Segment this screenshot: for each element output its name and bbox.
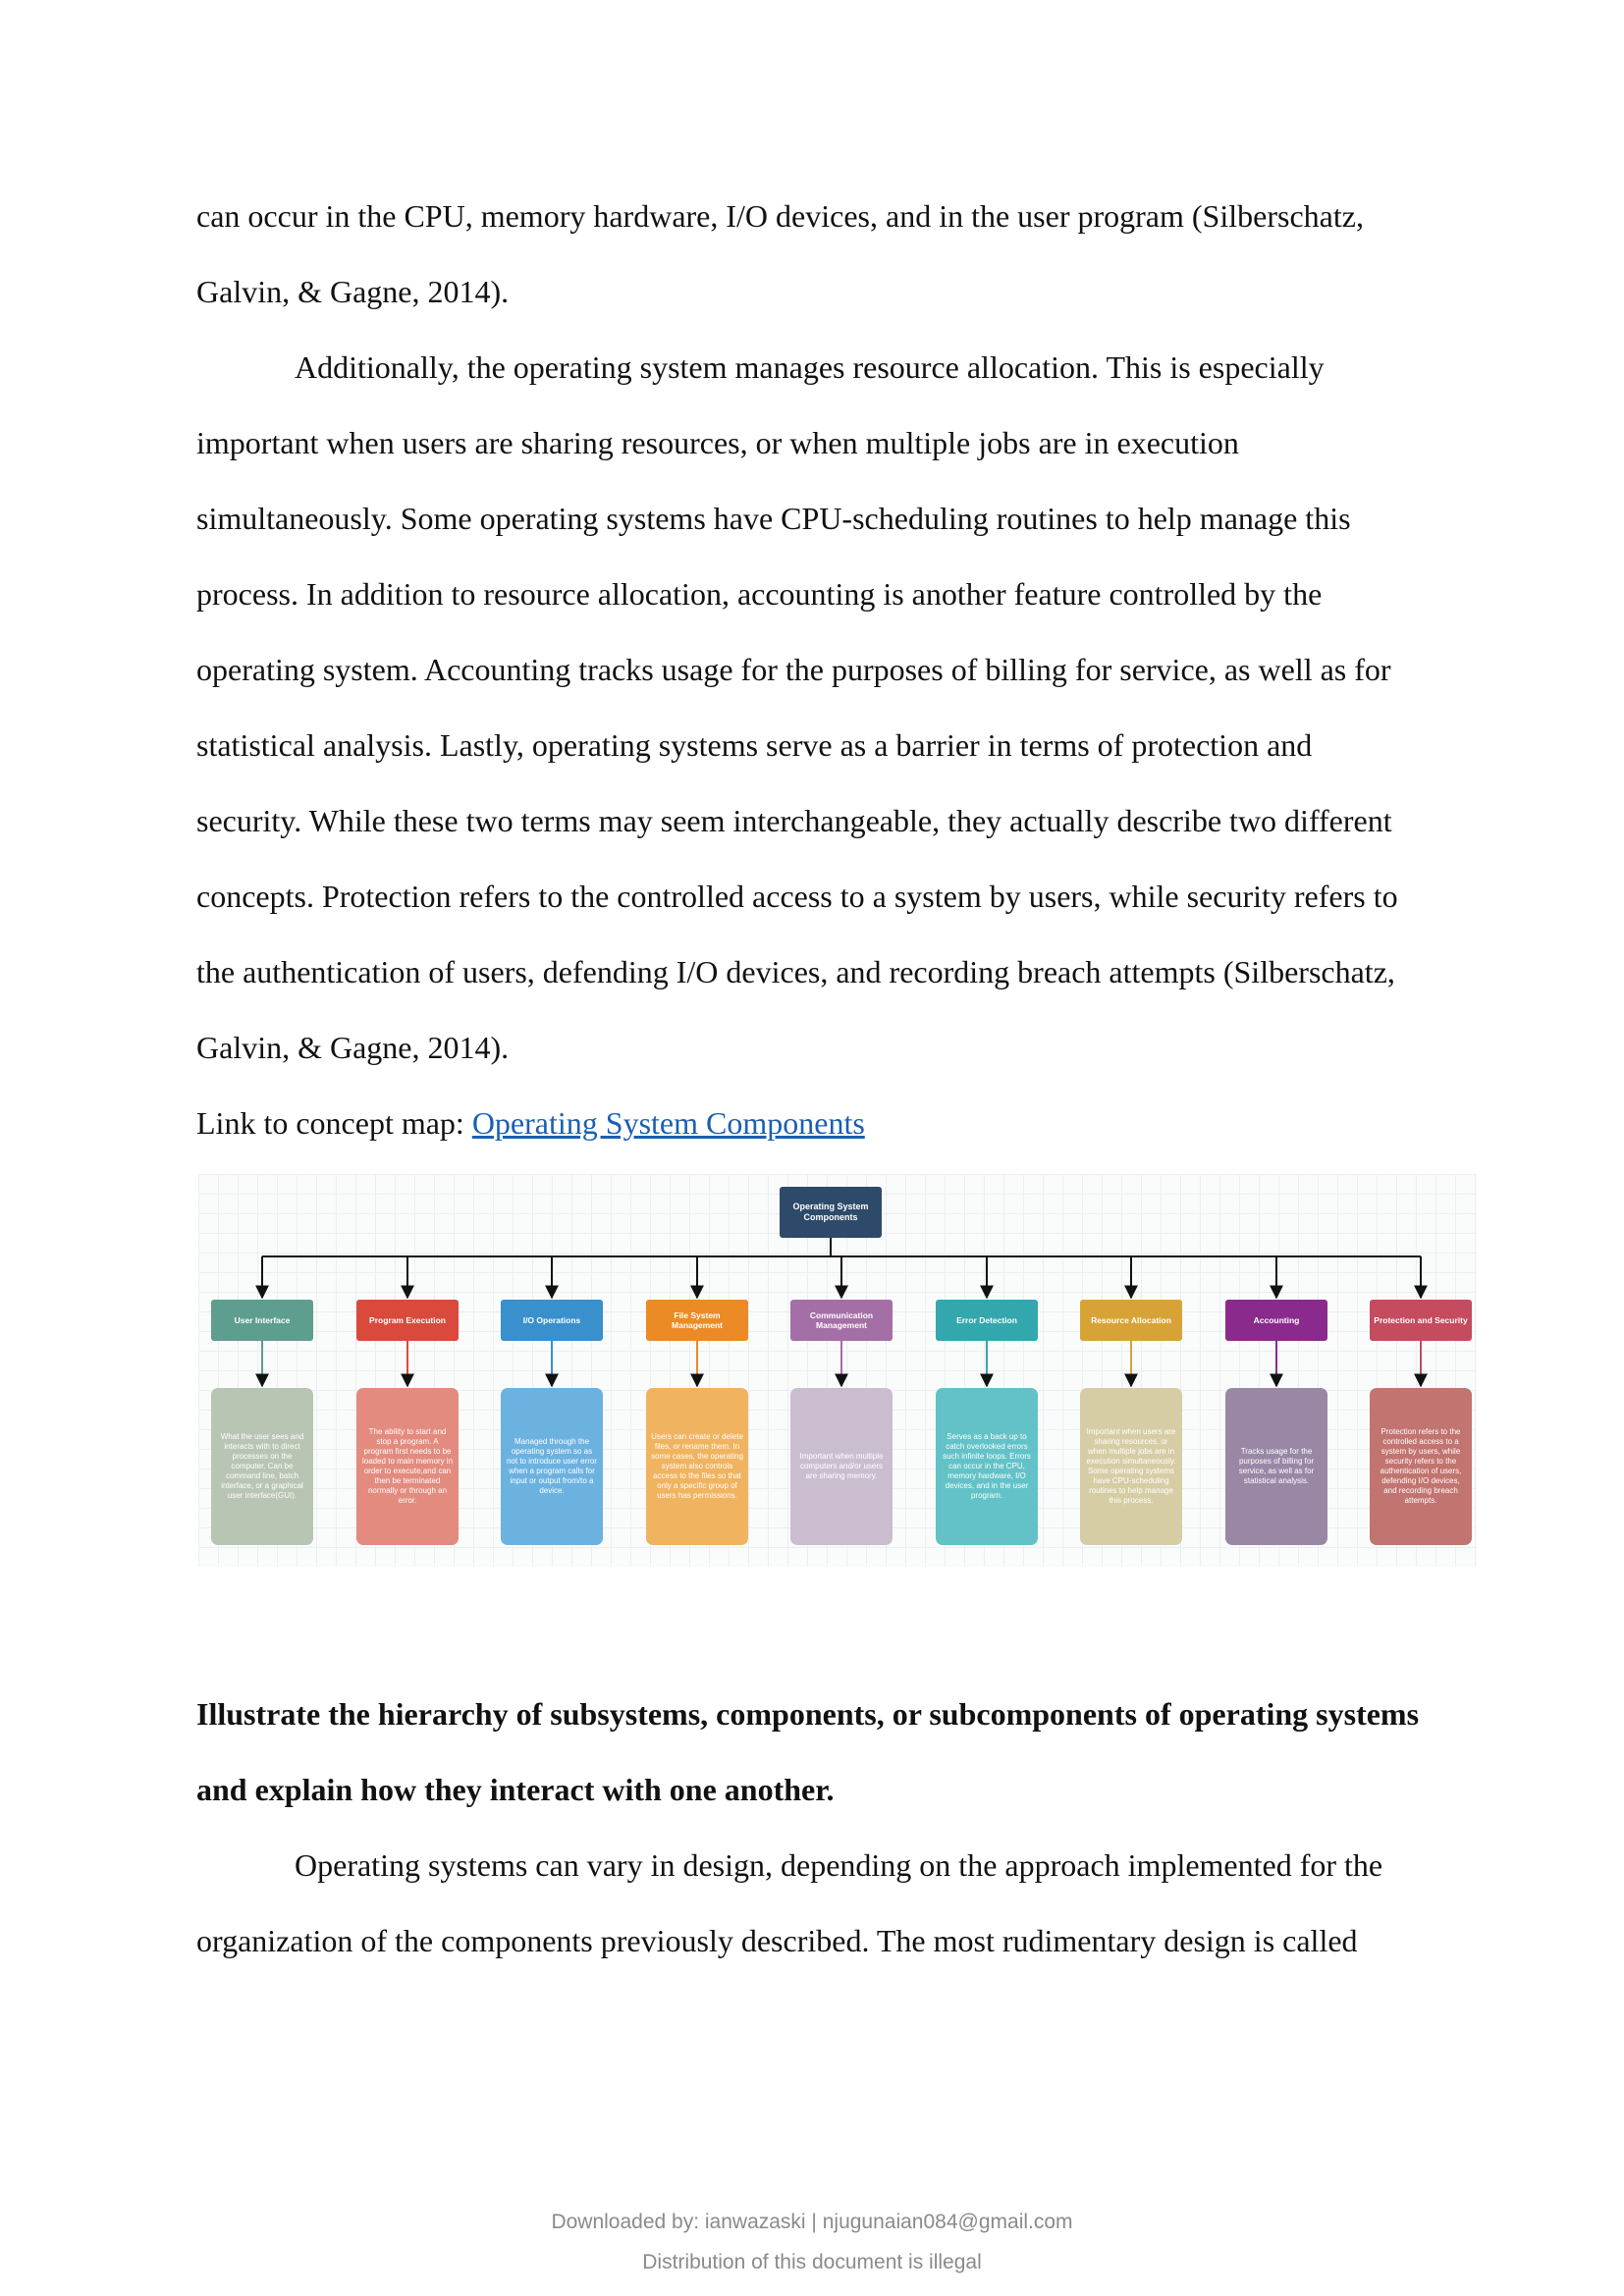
concept-map-link-line — [196, 1094, 1483, 1169]
footer-download-info: Downloaded by: ianwazaski | njugunaian084@gmail.com — [551, 2211, 1073, 2233]
footer-distribution-notice: Distribution of this document is illegal — [642, 2251, 982, 2273]
description-node: Important when multiple computers and/or users are sharing memory. — [790, 1388, 893, 1545]
root-node: Operating System Components — [780, 1187, 882, 1238]
description-node: What the user sees and interacts with to direct processes on the computer. Can be command line, batch interface, or a graphical user interface(GUI). — [211, 1388, 313, 1545]
link-prefix: Link to concept map: — [196, 1105, 472, 1141]
body-line: Galvin, & Gagne, 2014). — [196, 274, 510, 309]
category-node: I/O Operations — [501, 1300, 603, 1341]
category-node: Error Detection — [936, 1300, 1038, 1341]
description-node: The ability to start and stop a program. A program first needs to be loaded to main memory in order to execute,and can then be terminated normally or through an error. — [356, 1388, 459, 1545]
category-node: User Interface — [211, 1300, 313, 1341]
body-line: simultaneously. Some operating systems have CPU-scheduling routines to help manage this — [196, 501, 1351, 536]
section-heading: Illustrate the hierarchy of subsystems, components, or subcomponents of operating systems — [196, 1696, 1420, 1732]
category-node: File System Management — [646, 1300, 748, 1341]
category-node: Communication Management — [790, 1300, 893, 1341]
description-node: Important when users are sharing resources, or when multiple jobs are in execution simultaneously. Some operating systems have CPU-scheduling routines to help manage this process. — [1080, 1388, 1182, 1545]
description-node: Tracks usage for the purposes of billing for service, as well as for statistical analysis. — [1225, 1388, 1327, 1545]
category-node: Program Execution — [356, 1300, 459, 1341]
body-line: Operating systems can vary in design, depending on the approach implemented for the — [295, 1847, 1383, 1883]
description-node: Protection refers to the controlled access to a system by users, while security refers to the authentication of users, defending I/O devices, and recording breach attempts. — [1370, 1388, 1472, 1545]
body-line: Galvin, & Gagne, 2014). — [196, 1030, 510, 1065]
description-node: Serves as a back up to catch overlooked errors such infinite loops. Errors can occur in the CPU, memory hardware, I/O devices, and in the user program. — [936, 1388, 1038, 1545]
description-node: Managed through the operating system so as not to introduce user error when a program calls for input or output from/to a device. — [501, 1388, 603, 1545]
description-node: Users can create or delete files, or rename them. In some cases, the operating system also controls access to the files so that only a specific group of users has permissions. — [646, 1388, 748, 1545]
concept-map-figure — [198, 1174, 1477, 1567]
body-line: operating system. Accounting tracks usage for the purposes of billing for service, as well as for — [196, 652, 1391, 687]
body-line: Additionally, the operating system manages resource allocation. This is especially — [295, 349, 1325, 385]
body-line: process. In addition to resource allocation, accounting is another feature controlled by the — [196, 576, 1323, 612]
body-line: security. While these two terms may seem interchangeable, they actually describe two different — [196, 803, 1392, 838]
body-line: organization of the components previously described. The most rudimentary design is called — [196, 1923, 1358, 1958]
category-node: Accounting — [1225, 1300, 1327, 1341]
concept-map-link[interactable]: Operating System Components — [471, 1105, 865, 1141]
category-node: Resource Allocation — [1080, 1300, 1182, 1341]
body-line: important when users are sharing resources, or when multiple jobs are in execution — [196, 425, 1239, 460]
category-node: Protection and Security — [1370, 1300, 1472, 1341]
section-heading: and explain how they interact with one another. — [196, 1772, 835, 1807]
body-line: statistical analysis. Lastly, operating systems serve as a barrier in terms of protection and — [196, 727, 1313, 763]
body-line: can occur in the CPU, memory hardware, I/O devices, and in the user program (Silberschatz, — [196, 198, 1364, 234]
body-line: concepts. Protection refers to the controlled access to a system by users, while security refers to — [196, 879, 1398, 914]
document-body — [196, 187, 1483, 1987]
body-line: the authentication of users, defending I/O devices, and recording breach attempts (Silberschatz, — [196, 954, 1395, 989]
